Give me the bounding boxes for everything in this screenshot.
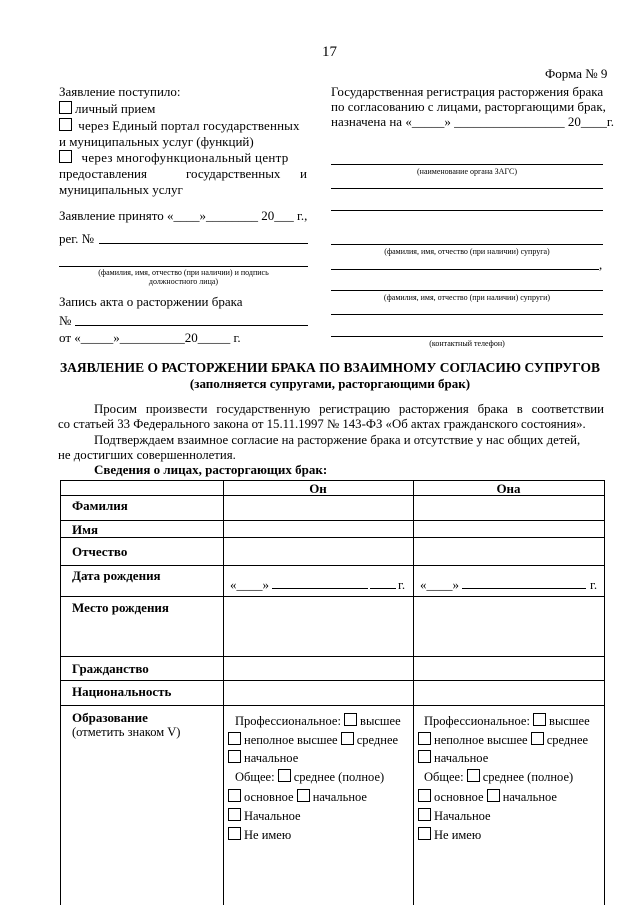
she-edu-primary-cap-label: Начальное <box>434 809 491 823</box>
checkbox-mfc[interactable] <box>59 150 72 163</box>
she-edu-basic <box>418 789 557 805</box>
he-edu-professional-label: Профессиональное: <box>235 714 341 728</box>
section-heading: Сведения о лицах, расторгающих брак: <box>94 462 328 477</box>
checkbox-portal[interactable] <box>59 118 72 131</box>
husband-comma: , <box>599 257 603 272</box>
act-record-label: Запись акта о расторжении брака <box>59 294 243 309</box>
row-line <box>60 680 605 681</box>
she-edu-primary-label: начальное <box>434 751 489 765</box>
she-checkbox-none[interactable] <box>418 827 431 840</box>
he-checkbox-basic[interactable] <box>228 789 241 802</box>
she-birthdate-field[interactable] <box>420 577 600 593</box>
zags-caption: (наименование органа ЗАГС) <box>417 167 517 176</box>
she-edu-basic-label: основное <box>434 790 484 804</box>
she-checkbox-secondary[interactable] <box>531 732 544 745</box>
she-checkbox-primary-cap[interactable] <box>418 808 431 821</box>
he-birthdate-day: «____» <box>230 577 269 592</box>
table-border-right <box>604 480 605 905</box>
option-personal-label: личный прием <box>75 101 156 116</box>
she-edu-secondary-full-label: среднее (полное) <box>482 770 574 784</box>
she-checkbox-incomplete-higher[interactable] <box>418 732 431 745</box>
she-edu-incomplete-higher-label: неполное высшее <box>434 733 528 747</box>
she-checkbox-primary-general[interactable] <box>487 789 500 802</box>
paragraph1-line1: Просим произвести государственную регистрацию расторжения брака в соответствии <box>94 402 604 416</box>
row-surname-label: Фамилия <box>72 498 128 513</box>
she-checkbox-higher[interactable] <box>533 713 546 726</box>
husband-caption: (фамилия, имя, отчество (при наличии) супруга) <box>384 247 550 256</box>
zags-line-2[interactable] <box>331 188 603 189</box>
she-birthdate-g: г. <box>590 577 598 592</box>
row-line <box>60 520 605 521</box>
registration-date-field[interactable]: назначена на «_____» _________________ 20____г. <box>331 114 614 129</box>
he-checkbox-higher[interactable] <box>344 713 357 726</box>
he-edu-incomplete-higher <box>228 732 398 748</box>
document-title: ЗАЯВЛЕНИЕ О РАСТОРЖЕНИИ БРАКА ПО ВЗАИМНОМУ СОГЛАСИЮ СУПРУГОВ <box>59 360 601 375</box>
reg-no-line[interactable] <box>99 243 308 244</box>
he-checkbox-secondary-full[interactable] <box>278 769 291 782</box>
he-edu-primary-cap <box>228 808 301 824</box>
col-he-header: Он <box>309 481 327 496</box>
option-mfc-line3: муниципальных услуг <box>59 182 183 197</box>
registration-line1: Государственная регистрация расторжения брака <box>331 84 604 99</box>
husband-line-3[interactable] <box>331 269 599 270</box>
paragraph2-line1: Подтверждаем взаимное согласие на расторжение брака и отсутствие у нас общих детей, <box>94 433 581 447</box>
act-no-line[interactable] <box>75 325 308 326</box>
she-edu-professional <box>424 713 590 729</box>
he-edu-basic <box>228 789 367 805</box>
he-checkbox-primary[interactable] <box>228 750 241 763</box>
he-edu-none-label: Не имею <box>244 828 292 842</box>
option-mfc-line2-b: государственных <box>186 166 281 181</box>
she-edu-professional-label: Профессиональное: <box>424 714 530 728</box>
col-she-header: Она <box>496 481 521 496</box>
she-edu-primary-general-label: начальное <box>502 790 557 804</box>
option-portal-line2: и муниципальных услуг (функций) <box>59 134 254 149</box>
she-birthdate-day: «____» <box>420 577 459 592</box>
option-mfc <box>59 150 289 166</box>
persons-table <box>60 480 605 905</box>
he-edu-secondary-label: среднее <box>356 733 399 747</box>
she-checkbox-primary[interactable] <box>418 750 431 763</box>
page-number: 17 <box>322 44 337 60</box>
option-mfc-line2-c: и <box>300 166 307 181</box>
table-border-left <box>60 480 61 905</box>
he-birthdate-g: г. <box>398 577 406 592</box>
paragraph1-line2: со статьей 33 Федерального закона от 15.11.1997 № 143-ФЗ «Об актах гражданского состояния». <box>58 417 586 431</box>
row-birthplace-label: Место рождения <box>72 600 169 615</box>
official-caption <box>59 268 308 286</box>
act-date-field[interactable]: от «_____»__________20_____ г. <box>59 330 241 345</box>
husband-line-2[interactable] <box>331 244 603 245</box>
husband-line-1[interactable] <box>331 210 603 211</box>
he-edu-professional <box>235 713 401 729</box>
row-nationality-label: Национальность <box>72 684 172 699</box>
row-birthdate-label: Дата рождения <box>72 568 161 583</box>
he-edu-incomplete-higher-label: неполное высшее <box>244 733 338 747</box>
received-label: Заявление поступило: <box>59 84 181 99</box>
he-checkbox-incomplete-higher[interactable] <box>228 732 241 745</box>
he-birthdate-year-line <box>370 588 396 589</box>
row-line <box>60 656 605 657</box>
he-edu-basic-label: основное <box>244 790 294 804</box>
checkbox-personal[interactable] <box>59 101 72 114</box>
table-divider-2 <box>413 480 414 905</box>
he-checkbox-primary-general[interactable] <box>297 789 310 802</box>
he-edu-higher-label: высшее <box>360 714 401 728</box>
she-edu-incomplete-higher <box>418 732 588 748</box>
option-portal-label: через Единый портал государственных <box>78 118 300 133</box>
she-edu-none-label: Не имею <box>434 828 482 842</box>
act-no-label: № <box>59 313 72 328</box>
reg-no-label: рег. № <box>59 231 95 246</box>
he-edu-general-label: Общее: <box>235 770 275 784</box>
wife-line-1[interactable] <box>331 290 603 291</box>
she-edu-primary <box>418 750 488 766</box>
row-education-label: Образование <box>72 710 148 725</box>
row-line <box>60 537 605 538</box>
phone-line[interactable] <box>331 336 603 337</box>
option-portal <box>59 118 300 134</box>
he-edu-primary-general-label: начальное <box>312 790 367 804</box>
row-line <box>60 565 605 566</box>
registration-line2: по согласованию с лицами, расторгающими брак, <box>331 99 606 114</box>
option-mfc-label: через многофункциональный центр <box>81 150 289 165</box>
wife-caption: (фамилия, имя, отчество (при наличии) супруги) <box>383 293 551 302</box>
she-checkbox-basic[interactable] <box>418 789 431 802</box>
he-checkbox-none[interactable] <box>228 827 241 840</box>
option-mfc-line2-a: предоставления <box>59 166 147 181</box>
official-caption-line2: должностного лица) <box>148 277 219 286</box>
he-birthdate-field[interactable] <box>230 577 408 593</box>
he-edu-primary <box>228 750 298 766</box>
wife-line-2[interactable] <box>331 314 603 315</box>
he-edu-general <box>235 769 384 785</box>
row-name-label: Имя <box>72 522 98 537</box>
he-edu-none <box>228 827 291 843</box>
document-subtitle: (заполняется супругами, расторгающими брак) <box>189 376 471 391</box>
table-divider-1 <box>223 480 224 905</box>
row-line <box>60 705 605 706</box>
official-caption-line1: (фамилия, имя, отчество (при наличии) и подпись <box>98 268 269 277</box>
she-edu-secondary-label: среднее <box>546 733 589 747</box>
she-edu-general <box>424 769 573 785</box>
zags-line[interactable] <box>331 164 603 165</box>
option-personal <box>59 101 155 117</box>
he-checkbox-secondary[interactable] <box>341 732 354 745</box>
she-edu-none <box>418 827 481 843</box>
she-birthdate-month-line <box>462 588 586 589</box>
she-edu-primary-cap <box>418 808 491 824</box>
she-edu-general-label: Общее: <box>424 770 464 784</box>
accepted-field[interactable]: Заявление принято «____»________ 20___ г., <box>59 208 308 223</box>
he-edu-primary-cap-label: Начальное <box>244 809 301 823</box>
row-education-note: (отметить знаком V) <box>72 725 181 739</box>
paragraph2-line2: не достигших совершеннолетия. <box>58 448 236 462</box>
form-number: Форма № 9 <box>545 66 608 81</box>
phone-caption: (контактный телефон) <box>429 339 505 348</box>
he-edu-primary-label: начальное <box>244 751 299 765</box>
he-edu-secondary-full-label: среднее (полное) <box>293 770 385 784</box>
he-birthdate-month-line <box>272 588 368 589</box>
official-signature-line[interactable] <box>59 266 308 267</box>
she-edu-higher-label: высшее <box>549 714 590 728</box>
he-checkbox-primary-cap[interactable] <box>228 808 241 821</box>
row-line <box>60 596 605 597</box>
she-checkbox-secondary-full[interactable] <box>467 769 480 782</box>
row-citizenship-label: Гражданство <box>72 661 149 676</box>
row-patronymic-label: Отчество <box>72 544 128 559</box>
